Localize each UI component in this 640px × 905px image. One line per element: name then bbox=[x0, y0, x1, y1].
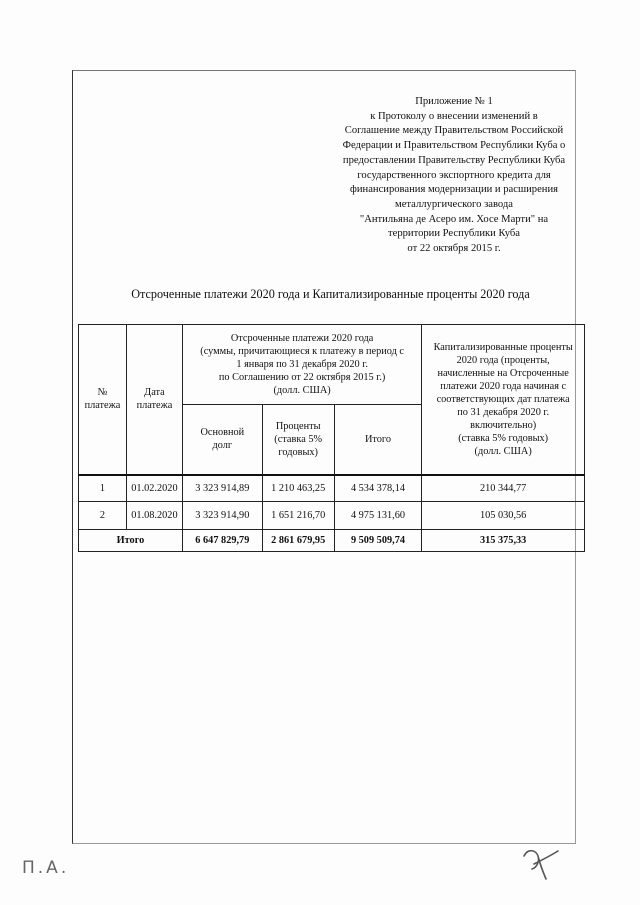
appendix-line: финансирования модернизации и расширения bbox=[350, 184, 558, 196]
appendix-line: металлургического завода bbox=[395, 198, 513, 210]
totals-row bbox=[79, 530, 585, 552]
cell-capitalized: 105 030,56 bbox=[422, 502, 585, 530]
totals-interest: 2 861 679,95 bbox=[262, 530, 334, 552]
cell-interest: 1 651 216,70 bbox=[262, 502, 334, 530]
cell-total: 4 534 378,14 bbox=[334, 475, 422, 502]
totals-total: 9 509 509,74 bbox=[334, 530, 422, 552]
initials-signature: П.А. bbox=[22, 858, 70, 878]
header-total: Итого bbox=[334, 405, 422, 475]
appendix-line: Федерации и Правительством Республики Куба о bbox=[342, 140, 566, 152]
cell-date: 01.08.2020 bbox=[126, 502, 182, 530]
handwritten-signature bbox=[516, 842, 566, 884]
header-capitalized-interest: Капитализированные проценты 2020 года (проценты, начисленные на Отсроченные платежи 2020 года начиная с соответствующих дат платежа по 31 декабря 2020 г. включительно) (ставка 5% годовых) (долл. США) bbox=[422, 325, 585, 475]
appendix-line: предоставлении Правительству Республики Куба bbox=[342, 154, 566, 166]
cell-num: 1 bbox=[79, 475, 127, 502]
table-row bbox=[79, 502, 585, 530]
appendix-line: от 22 октября 2015 г. bbox=[407, 243, 501, 255]
header-payment-number: № платежа bbox=[79, 325, 127, 475]
cell-interest: 1 210 463,25 bbox=[262, 475, 334, 502]
header-interest: Проценты (ставка 5% годовых) bbox=[262, 405, 334, 475]
table-row bbox=[79, 475, 585, 502]
appendix-line: государственного экспортного кредита для bbox=[357, 169, 551, 181]
cell-capitalized: 210 344,77 bbox=[422, 475, 585, 502]
appendix-line: территории Республики Куба bbox=[388, 228, 520, 240]
appendix-line: к Протоколу о внесении изменений в bbox=[370, 110, 538, 122]
cell-principal: 3 323 914,90 bbox=[182, 502, 262, 530]
appendix-line: Приложение № 1 bbox=[415, 96, 493, 107]
appendix-line: "Антильяна де Асеро им. Хосе Марти" на bbox=[359, 213, 549, 225]
totals-principal: 6 647 829,79 bbox=[182, 530, 262, 552]
cell-total: 4 975 131,60 bbox=[334, 502, 422, 530]
cell-principal: 3 323 914,89 bbox=[182, 475, 262, 502]
header-payment-date: Дата платежа bbox=[126, 325, 182, 475]
header-deferred-payments: Отсроченные платежи 2020 года (суммы, причитающиеся к платежу в период с 1 января по 31 декабря 2020 г. по Соглашению от 22 октября 2015 г.) (долл. США) bbox=[182, 325, 421, 405]
header-principal: Основной долг bbox=[182, 405, 262, 475]
cell-num: 2 bbox=[79, 502, 127, 530]
appendix-line: Соглашение между Правительством Российской bbox=[344, 125, 564, 137]
cell-date: 01.02.2020 bbox=[126, 475, 182, 502]
appendix-header bbox=[318, 95, 590, 257]
table-title: Отсроченные платежи 2020 года и Капитализированные проценты 2020 года bbox=[131, 287, 530, 301]
payments-table bbox=[78, 324, 585, 552]
totals-label: Итого bbox=[79, 530, 183, 552]
totals-capitalized: 315 375,33 bbox=[422, 530, 585, 552]
